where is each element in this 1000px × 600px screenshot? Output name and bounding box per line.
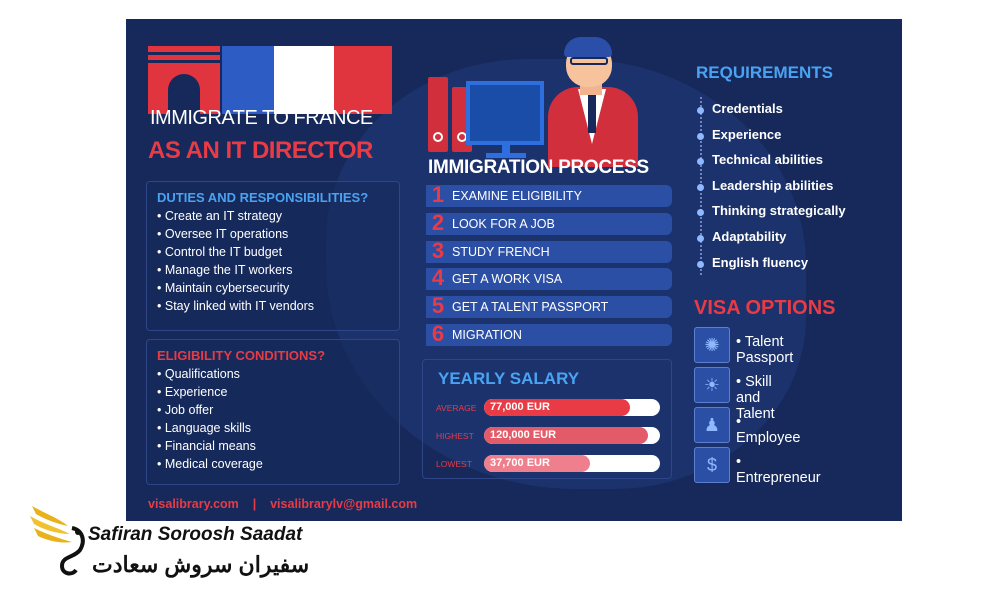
list-item: Experience <box>694 127 846 153</box>
process-steps <box>426 182 672 352</box>
list-item: Adaptability <box>694 229 846 255</box>
list-item: • Oversee IT operations <box>157 225 399 243</box>
brain-icon: ✺ <box>694 327 730 363</box>
list-item: Technical abilities <box>694 152 846 178</box>
duties-heading: DUTIES AND RESPONSIBILITIES? <box>157 190 369 205</box>
dollar-gear-icon: $ <box>694 447 730 483</box>
eligibility-heading: ELIGIBILITY CONDITIONS? <box>157 348 326 363</box>
list-item: • Maintain cybersecurity <box>157 279 399 297</box>
list-item: • Medical coverage <box>157 455 399 473</box>
list-item: • Experience <box>157 383 399 401</box>
list-item: Leadership abilities <box>694 178 846 204</box>
list-item: • Financial means <box>157 437 399 455</box>
phoenix-logo-icon <box>28 500 88 580</box>
french-flag-arch-graphic <box>148 46 388 114</box>
page-subtitle: AS AN IT DIRECTOR <box>148 137 373 164</box>
list-item: Credentials <box>694 101 846 127</box>
lightbulb-head-icon: ☀ <box>694 367 730 403</box>
eligibility-box <box>146 339 400 485</box>
company-name-english: Safiran Soroosh Saadat <box>88 524 303 545</box>
salary-heading: YEARLY SALARY <box>438 369 580 388</box>
requirements-list <box>694 101 846 280</box>
company-name-persian: سفیران سروش سعادت <box>92 552 310 577</box>
contact-footer <box>148 497 417 511</box>
list-item: • Language skills <box>157 419 399 437</box>
glasses-icon <box>570 57 608 65</box>
duties-box <box>146 181 400 331</box>
list-item: • Control the IT budget <box>157 243 399 261</box>
tie-icon <box>588 95 596 133</box>
process-heading: IMMIGRATION PROCESS <box>428 157 649 178</box>
process-step: 1 EXAMINE ELIGIBILITY <box>426 185 672 207</box>
salary-bar-lowest: LOWEST 37,700 EUR <box>436 455 661 473</box>
list-item: • Manage the IT workers <box>157 261 399 279</box>
monitor-icon <box>466 81 544 145</box>
website-link[interactable]: visalibrary.com <box>148 497 239 511</box>
process-step: 2 LOOK FOR A JOB <box>426 213 672 235</box>
list-item: • Create an IT strategy <box>157 207 399 225</box>
visa-options-heading: VISA OPTIONS <box>694 297 836 319</box>
binder-icon <box>428 77 448 152</box>
process-step: 4 GET A WORK VISA <box>426 268 672 290</box>
list-item: • Qualifications <box>157 365 399 383</box>
footer-separator: | <box>252 497 257 511</box>
list-item: • Job offer <box>157 401 399 419</box>
requirements-heading: REQUIREMENTS <box>696 63 833 82</box>
salary-bar-average: AVERAGE 77,000 EUR <box>436 399 661 417</box>
process-step: 5 GET A TALENT PASSPORT <box>426 296 672 318</box>
salary-bar-highest: HIGHEST 120,000 EUR <box>436 427 661 445</box>
process-step: 6 MIGRATION <box>426 324 672 346</box>
infographic-poster: IMMIGRATE TO FRANCE AS AN IT DIRECTOR DUTIES AND RESPONSIBILITIES? • Create an IT strategy • Oversee IT operations • Control the IT budget • Manage the IT workers • Maintain cybersecurity • Stay linked with IT vendors ELIGIBILITY CONDITIONS? • Qualifications • Experience • Job offer • Language skills • Financial means • Medical coverage visalibrary.com | visalibrarylv@gmail.com IMMIGRATION PROCESS 1 EXAMINE ELIGIBILITY 2 LOOK FOR A JOB 3 STUDY FRENCH 4 GET A WORK VISA 5 GET A TALENT PASSPORT 6 MIGRATION YEARLY SALARY AVERAGE 77,000 EUR HIGHEST 120,000 EUR LOWEST 37,700 EUR REQUIREMENTS Credentials Experience Technical abilities Leadership abilities Thinking strategically Adaptability English fluency VISA OPTIONS ✺ • Talent Passport ☀ • Skill and Talent ♟ • Employee $ • Entrepreneur <box>126 19 902 521</box>
process-step: 3 STUDY FRENCH <box>426 241 672 263</box>
list-item: English fluency <box>694 255 846 281</box>
email-link[interactable]: visalibrarylv@gmail.com <box>270 497 418 511</box>
list-item: Thinking strategically <box>694 203 846 229</box>
list-item: • Stay linked with IT vendors <box>157 297 399 315</box>
employee-icon: ♟ <box>694 407 730 443</box>
page-title: IMMIGRATE TO FRANCE <box>150 107 373 129</box>
